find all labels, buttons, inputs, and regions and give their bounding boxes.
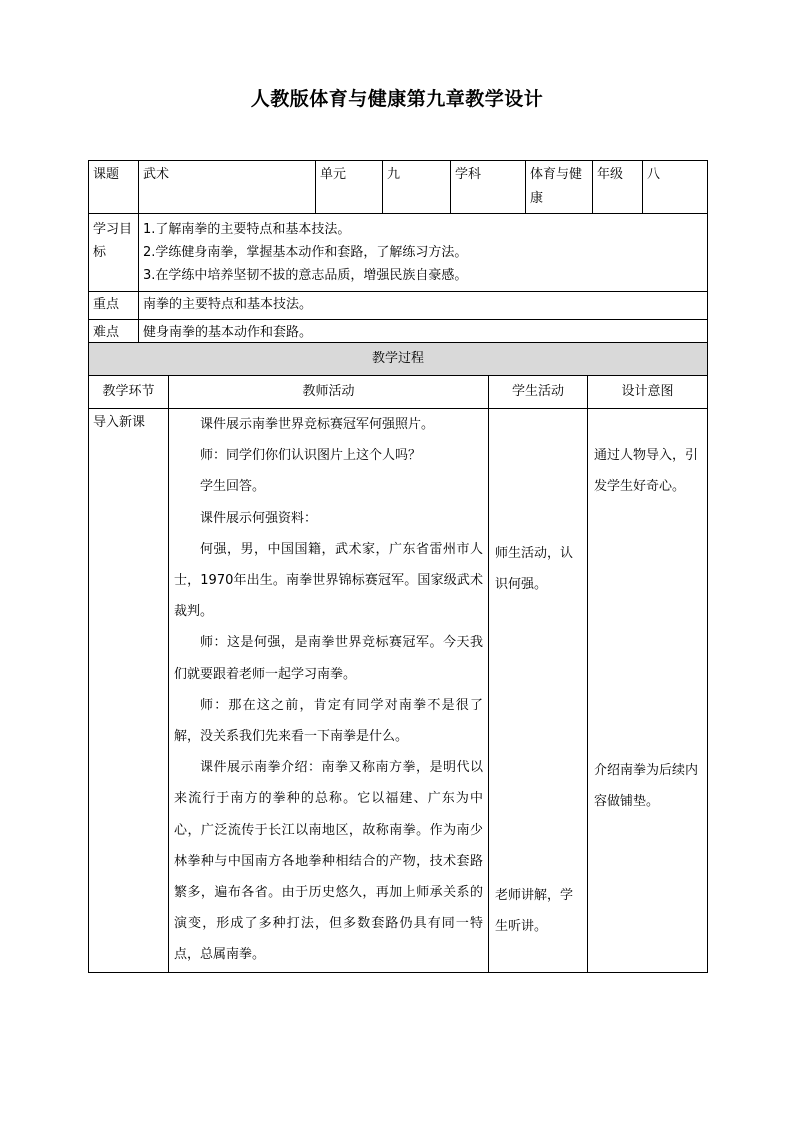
column-header: 学生活动	[489, 376, 588, 409]
teaching-process-table	[88, 342, 708, 973]
design-intent-item: 通过人物导入，引发学生好奇心。	[594, 448, 699, 494]
goals-list	[139, 214, 708, 292]
lesson-info-table	[88, 160, 708, 348]
grade-label: 年级	[593, 161, 643, 214]
unit-value: 九	[383, 161, 451, 214]
hard-label: 难点	[89, 320, 139, 348]
process-header-row	[89, 343, 708, 376]
teacher-paragraph: 学生回答。	[200, 479, 266, 495]
teacher-paragraph: 课件展示南拳世界竞标赛冠军何强照片。	[200, 417, 435, 432]
teacher-paragraph: 课件展示何强资料：	[200, 510, 318, 526]
grade-value: 八	[643, 161, 708, 214]
teacher-paragraph: 师：同学们你们认识图片上这个人吗？	[200, 448, 422, 464]
column-header: 教师活动	[169, 376, 489, 409]
student-activity-item: 师生活动，认识何强。	[495, 546, 574, 592]
column-header-row	[89, 376, 708, 409]
topic-value: 武术	[139, 161, 316, 214]
subject-label: 学科	[451, 161, 526, 214]
teacher-paragraph: 师：那在这之前，肯定有同学对南拳不是很了解，没关系我们先来看一下南拳是什么。	[174, 697, 483, 745]
student-activity	[489, 409, 588, 973]
key-point-row	[89, 292, 708, 320]
subject-value: 体育与健康	[526, 161, 593, 214]
page-title: 人教版体育与健康第九章教学设计	[250, 88, 544, 110]
design-intent-item: 介绍南拳为后续内容做铺垫。	[594, 763, 699, 809]
stage-name: 导入新课	[89, 409, 169, 973]
design-intent	[588, 409, 708, 973]
student-activity-item: 老师讲解，学生听讲。	[495, 888, 574, 934]
teacher-activity	[169, 409, 489, 973]
column-header: 教学环节	[89, 376, 169, 409]
teacher-paragraph: 师：这是何强，是南拳世界竞标赛冠军。今天我们就要跟着老师一起学习南拳。	[174, 635, 483, 682]
goals-label: 学习目标	[89, 214, 139, 292]
goals-row	[89, 214, 708, 292]
topic-label: 课题	[89, 161, 139, 214]
goal-item: 1.了解南拳的主要特点和基本技法。	[143, 222, 351, 237]
topic-row	[89, 161, 708, 214]
teacher-paragraph: 何强，男，中国国籍，武术家，广东省雷州市人士，1970年出生。南拳世界锦标赛冠军。国家级武术裁判。	[174, 541, 483, 620]
goal-item: 3.在学练中培养坚韧不拔的意志品质，增强民族自豪感。	[143, 268, 468, 283]
key-value: 南拳的主要特点和基本技法。	[139, 292, 708, 320]
hard-value: 健身南拳的基本动作和套路。	[139, 320, 708, 348]
unit-label: 单元	[316, 161, 383, 214]
intro-row	[89, 409, 708, 973]
column-header: 设计意图	[588, 376, 708, 409]
key-label: 重点	[89, 292, 139, 320]
teacher-paragraph: 课件展示南拳介绍：南拳又称南方拳，是明代以来流行于南方的拳种的总称。它以福建、广东为中心，广泛流传于长江以南地区，故称南拳。作为南少林拳种与中国南方各地拳种相结合的产物，技术套路繁多，遍布各省。由于历史悠久，再加上师承关系的演变，形成了多种打法，但多数套路仍具有同一特点，总属南拳。	[174, 760, 483, 963]
process-header: 教学过程	[89, 343, 708, 376]
goal-item: 2.学练健身南拳，掌握基本动作和套路，了解练习方法。	[143, 245, 468, 260]
